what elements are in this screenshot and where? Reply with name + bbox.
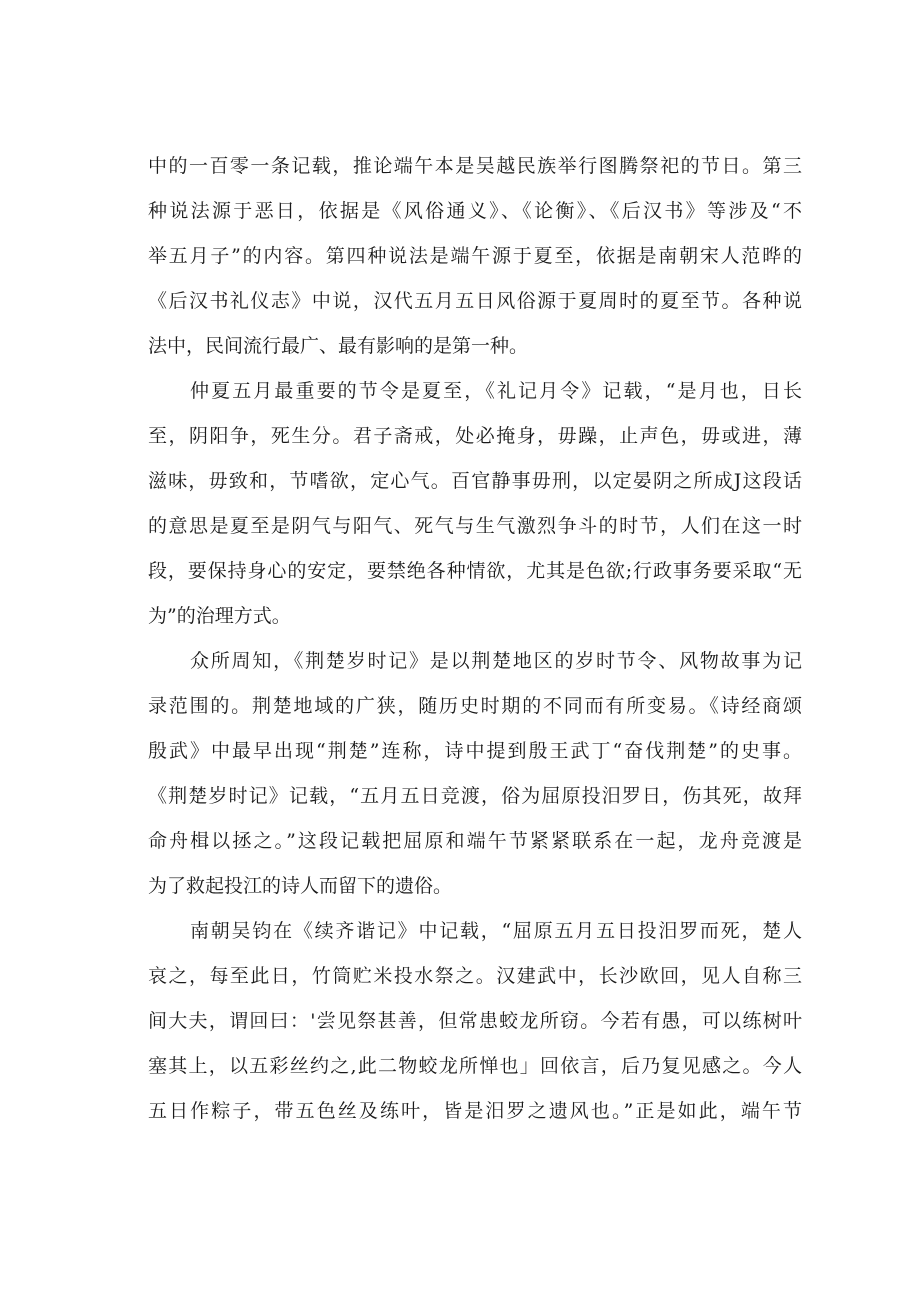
- paragraph-summer-solstice: [148, 369, 802, 639]
- paragraph-wu-jun-record: [148, 909, 802, 1134]
- text-line: 《荆楚岁时记》记载，“五月五日竞渡，俗为屈原投汨罗日，伤其死，故拜: [148, 785, 802, 807]
- text-line: 录范围的。荆楚地域的广狭，随历史时期的不同而有所变易。《诗经商颂: [148, 695, 802, 717]
- text-line: 举五月子”的内容。第四种说法是端午源于夏至，依据是南朝宋人范晔的: [148, 245, 802, 267]
- text-line: 段，要保持身心的安定，要禁绝各种情欲，尤其是色欲;行政事务要采取“无: [148, 560, 802, 582]
- paragraph-jingchu-records: [148, 639, 802, 909]
- paragraph-origin-theories: [148, 144, 802, 369]
- text-line: 种说法源于恶日，依据是《风俗通义》、《论衡》、《后汉书》等涉及“不: [148, 200, 802, 222]
- text-line: 间大夫，谓回曰：'尝见祭甚善，但常患蛟龙所窃。今若有愚，可以练树叶: [148, 1010, 802, 1032]
- body-text: [148, 144, 802, 1134]
- text-line: 为了救起投江的诗人而留下的遗俗。: [148, 875, 453, 897]
- text-line: 仲夏五月最重要的节令是夏至，《礼记月令》记载，“是月也，日长: [190, 380, 802, 402]
- text-line: 中的一百零一条记载，推论端午本是吴越民族举行图腾祭祀的节日。第三: [148, 155, 802, 177]
- text-line: 至，阴阳争，死生分。君子斋戒，处必掩身，毋躁，止声色，毋或进，薄: [148, 425, 802, 447]
- text-line: 殷武》中最早出现“荆楚”连称，诗中提到殷王武丁“奋伐荆楚”的史事。: [148, 740, 802, 762]
- text-line: 《后汉书礼仪志》中说，汉代五月五日风俗源于夏周时的夏至节。各种说: [148, 290, 802, 312]
- text-line: 法中，民间流行最广、最有影响的是第一种。: [148, 335, 529, 357]
- text-line: 命舟楫以拯之。”这段记载把屈原和端午节紧紧联系在一起，龙舟竞渡是: [148, 830, 802, 852]
- text-line: 众所周知，《荆楚岁时记》是以荆楚地区的岁时节令、风物故事为记: [190, 650, 802, 672]
- text-line: 的意思是夏至是阴气与阳气、死气与生气激烈争斗的时节，人们在这一时: [148, 515, 802, 537]
- text-line: 塞其上，以五彩丝约之,此二物蛟龙所惮也」回依言，后乃复见感之。今人: [148, 1055, 802, 1077]
- text-line: 南朝吴钧在《续齐谐记》中记载，“屈原五月五日投汨罗而死，楚人: [190, 920, 802, 942]
- text-line: 哀之，每至此日，竹筒贮米投水祭之。汉建武中，长沙欧回，见人自称三: [148, 965, 802, 987]
- text-line: 五日作粽子，带五色丝及练叶，皆是汨罗之遗风也。”正是如此，端午节: [148, 1100, 802, 1122]
- text-line: 为”的治理方式。: [148, 605, 291, 627]
- text-line: 滋味，毋致和，节嗜欲，定心气。百官静事毋刑，以定晏阴之所成J这段话: [148, 470, 802, 492]
